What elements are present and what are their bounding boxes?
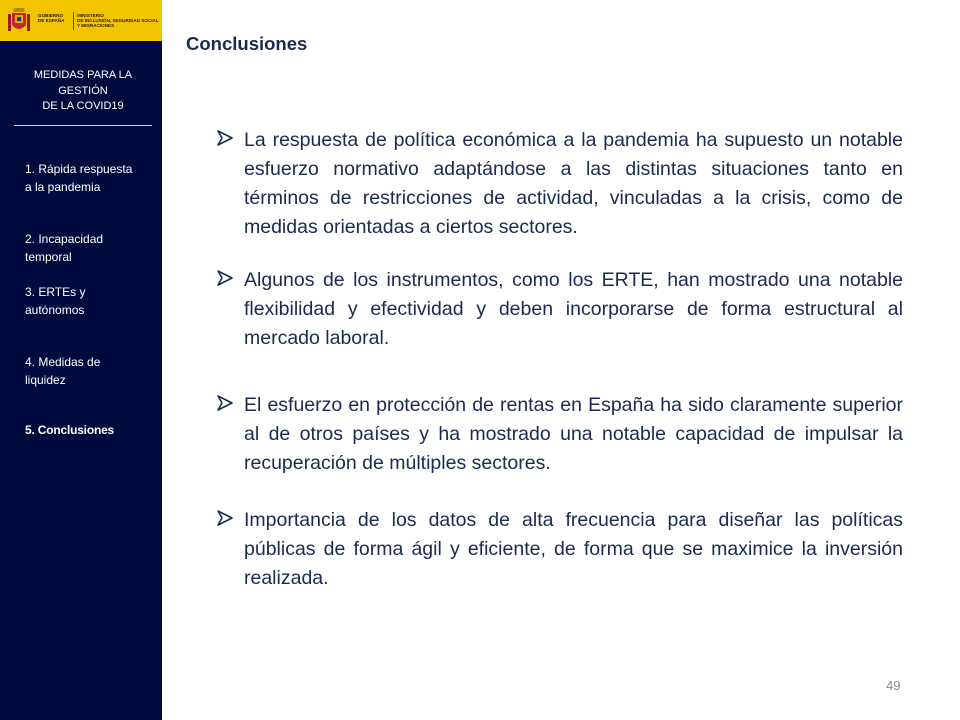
sidebar-item-medidas-liquidez[interactable]: 4. Medidas de liquidez	[25, 355, 101, 387]
page-title: Conclusiones	[186, 33, 308, 54]
government-logo-text: GOBIERNO DE ESPAÑA	[38, 13, 65, 23]
arrow-bullet-icon	[216, 269, 234, 287]
sidebar	[0, 0, 162, 720]
coat-of-arms-icon	[8, 6, 30, 35]
arrow-bullet-icon	[216, 394, 234, 412]
sidebar-divider	[14, 125, 152, 126]
arrow-bullet-icon	[216, 509, 234, 527]
page-number: 49	[886, 678, 901, 693]
arrow-bullet-icon	[216, 129, 234, 147]
bullet-text: El esfuerzo en protección de rentas en España ha sido claramente superior al de otros países y ha mostrado una notable capacidad de impulsar la recuperación de múltiples sectores.	[244, 394, 903, 474]
sidebar-item-incapacidad-temporal[interactable]: 2. Incapacidad temporal	[25, 232, 104, 264]
sidebar-item-rapida-respuesta[interactable]: 1. Rápida respuesta a la pandemia	[25, 162, 133, 194]
list-item	[216, 506, 904, 593]
government-header	[0, 0, 162, 41]
bullet-text: Algunos de los instrumentos, como los ERTE, han mostrado una notable flexibilidad y efectividad y deben incorporarse de forma estructural al mercado laboral.	[244, 269, 903, 349]
list-item	[216, 266, 904, 353]
list-item	[216, 126, 904, 242]
sidebar-item-conclusiones[interactable]: 5. Conclusiones	[25, 423, 115, 437]
bullet-text: La respuesta de política económica a la pandemia ha supuesto un notable esfuerzo normativo adaptándose a las distintas situaciones tanto en términos de restricciones de actividad, vinculadas a la crisis, como de medidas orientadas a ciertos sectores.	[244, 129, 903, 238]
ministry-logo-text: MINISTERIO DE INCLUSIÓN, SEGURIDAD SOCIAL Y MIGRACIONES	[77, 13, 159, 28]
logo-separator	[73, 12, 74, 30]
section-title: MEDIDAS PARA LA GESTIÓN DE LA COVID19	[33, 69, 133, 112]
sidebar-item-ertes[interactable]: 3. ERTEs y autónomos	[25, 285, 86, 317]
bullet-text: Importancia de los datos de alta frecuencia para diseñar las políticas públicas de forma ágil y eficiente, de forma que se maximice la inversión realizada.	[244, 509, 903, 589]
list-item	[216, 391, 904, 478]
